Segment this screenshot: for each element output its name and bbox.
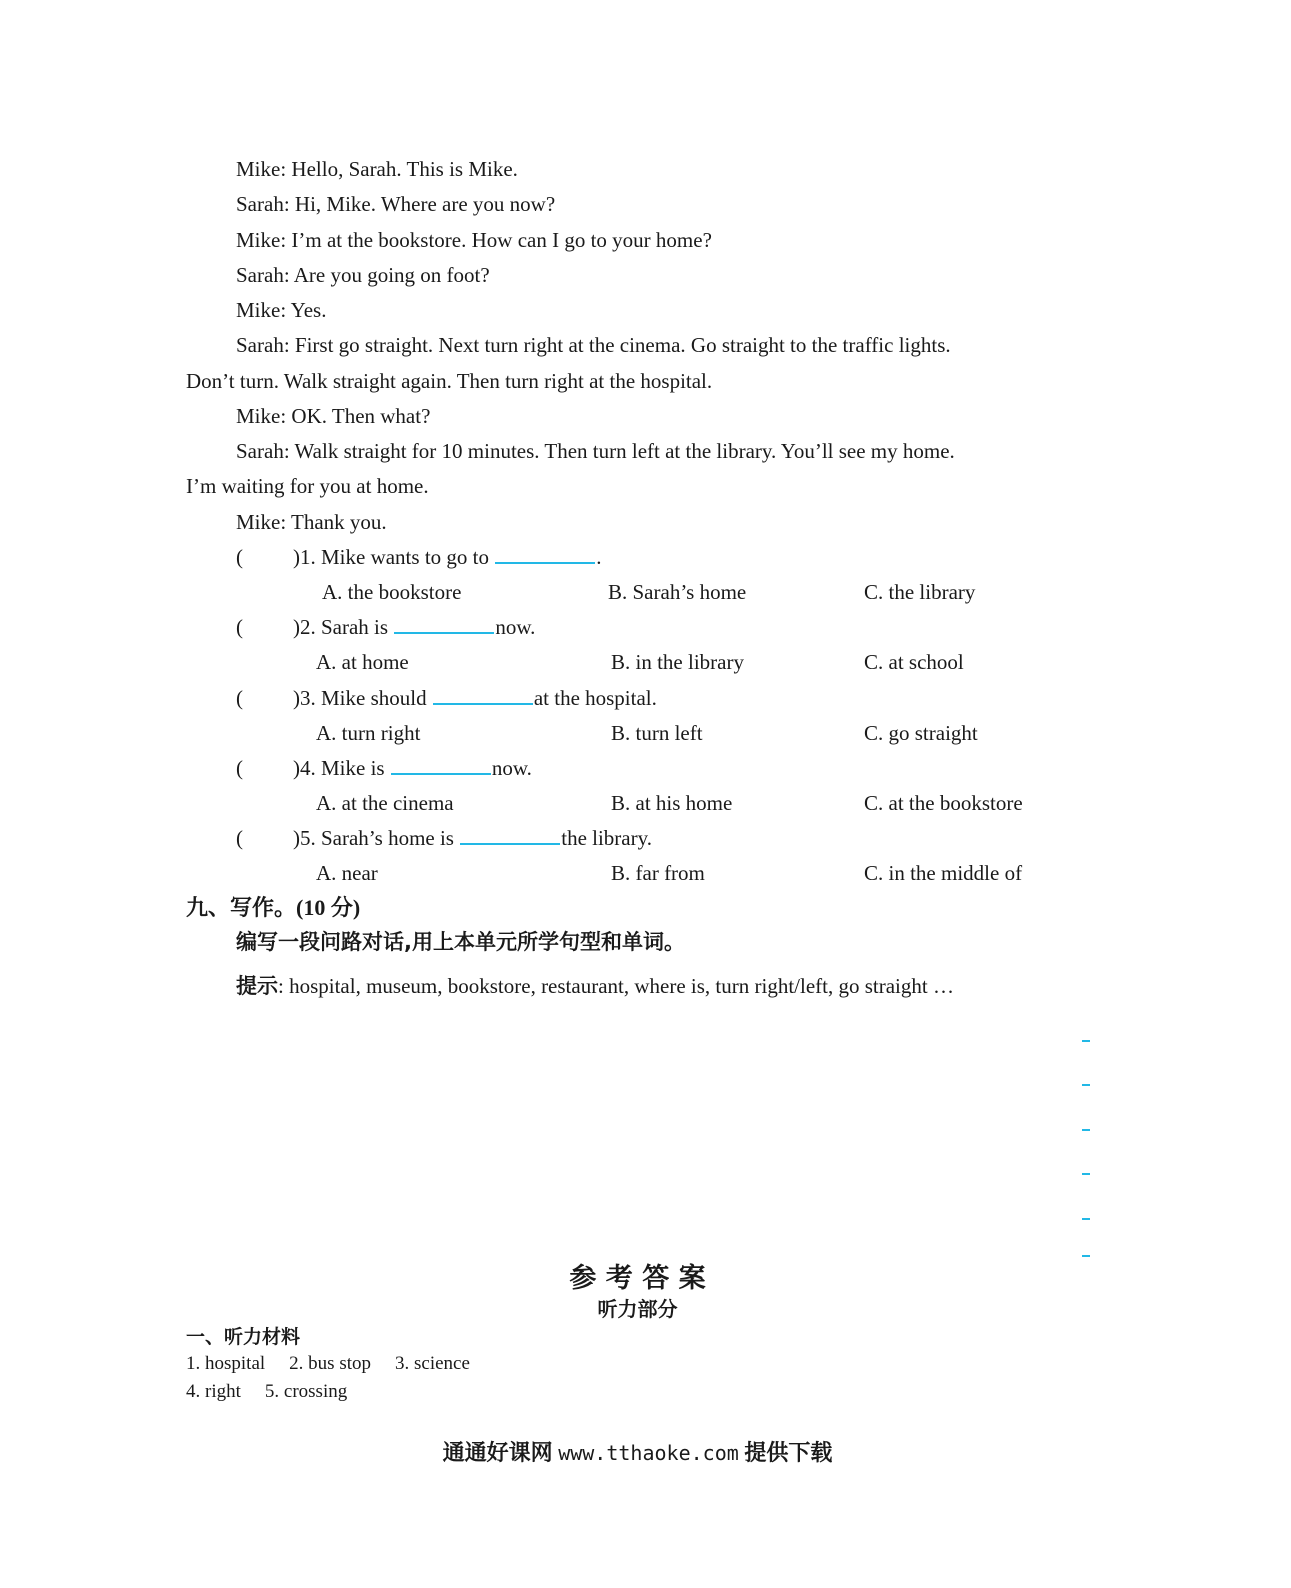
option-b: B. at his home	[611, 791, 733, 815]
option-a: A. at the cinema	[316, 791, 454, 815]
footer-site-name: 通通好课网	[442, 1441, 553, 1466]
answers-row-2	[186, 1380, 347, 1404]
dialogue-line: Sarah: Walk straight for 10 minutes. Then turn left at the library. You’ll see my home.	[236, 439, 955, 463]
question-2	[236, 614, 535, 640]
question-stem: )2. Sarah is	[293, 615, 389, 639]
dialogue-line: Sarah: Hi, Mike. Where are you now?	[236, 192, 556, 216]
option-b: B. far from	[611, 861, 705, 885]
question-3	[236, 685, 657, 711]
answer-blank[interactable]	[394, 614, 494, 634]
option-c: C. at the bookstore	[864, 791, 1023, 815]
question-stem: )1. Mike wants to go to	[293, 545, 489, 569]
question-stem: )3. Mike should	[293, 686, 427, 710]
question-5	[236, 825, 652, 851]
section-heading	[186, 894, 360, 923]
hint-text: : hospital, museum, bookstore, restaurant, where is, turn right/left, go straight …	[278, 974, 954, 998]
option-c: C. the library	[864, 580, 976, 604]
answer-paren: (	[236, 686, 243, 710]
writing-line-mark	[1082, 1255, 1090, 1257]
dialogue-line: Sarah: First go straight. Next turn right at the cinema. Go straight to the traffic lights.	[236, 333, 951, 357]
dialogue-line: Sarah: Are you going on foot?	[236, 263, 490, 287]
dialogue-line: Mike: OK. Then what?	[236, 404, 431, 428]
answers-title: 参 考 答 案	[569, 1263, 706, 1294]
answer-paren: (	[236, 826, 243, 850]
question-stem-end: now.	[491, 756, 532, 780]
writing-line-mark	[1082, 1129, 1090, 1131]
question-stem-end: the library.	[561, 826, 653, 850]
answer-blank[interactable]	[391, 755, 491, 775]
question-stem: )5. Sarah’s home is	[293, 826, 454, 850]
answer-item: 1. hospital	[186, 1353, 266, 1374]
answers-subtitle: 听力部分	[597, 1297, 678, 1321]
question-stem-end: .	[596, 545, 602, 569]
dialogue-line: I’m waiting for you at home.	[186, 474, 429, 498]
option-a: A. at home	[316, 650, 409, 674]
writing-line-mark	[1082, 1173, 1090, 1175]
answer-blank[interactable]	[433, 685, 533, 705]
answer-item: 5. crossing	[264, 1381, 348, 1402]
question-stem: )4. Mike is	[293, 756, 385, 780]
dialogue-line: Don’t turn. Walk straight again. Then turn right at the hospital.	[186, 369, 713, 393]
option-b: B. turn left	[611, 721, 703, 745]
section-heading-score: (10 分)	[296, 895, 361, 920]
dialogue-line: Mike: Hello, Sarah. This is Mike.	[236, 157, 518, 181]
option-c: C. at school	[864, 650, 964, 674]
question-stem-end: now.	[495, 615, 536, 639]
footer-url[interactable]: www.tthaoke.com	[558, 1441, 739, 1465]
question-1	[236, 544, 601, 570]
option-a: A. turn right	[316, 721, 421, 745]
writing-line-mark	[1082, 1040, 1090, 1042]
writing-hint	[236, 973, 954, 999]
option-b: B. Sarah’s home	[608, 580, 747, 604]
option-c: C. in the middle of	[864, 861, 1023, 885]
writing-instruction: 编写一段问路对话,用上本单元所学句型和单词。	[236, 930, 685, 954]
option-b: B. in the library	[611, 650, 744, 674]
dialogue-line: Mike: I’m at the bookstore. How can I go to your home?	[236, 228, 712, 252]
footer-download-text: 提供下载	[744, 1441, 833, 1466]
option-a: A. the bookstore	[322, 580, 462, 604]
answer-blank[interactable]	[460, 825, 560, 845]
section-heading-title: 九、写作。	[186, 896, 297, 921]
writing-line-mark	[1082, 1218, 1090, 1220]
answers-row-1	[186, 1352, 470, 1376]
answer-item: 4. right	[186, 1381, 241, 1402]
answer-paren: (	[236, 545, 243, 569]
answer-paren: (	[236, 615, 243, 639]
dialogue-line: Mike: Thank you.	[236, 510, 387, 534]
question-4	[236, 755, 532, 781]
question-stem-end: at the hospital.	[533, 686, 657, 710]
option-a: A. near	[316, 861, 378, 885]
answer-item: 3. science	[395, 1353, 470, 1374]
answer-item: 2. bus stop	[289, 1353, 371, 1374]
hint-label: 提示	[236, 974, 278, 998]
footer-credit	[0, 1436, 1275, 1467]
writing-line-mark	[1082, 1084, 1090, 1086]
answers-section-1: 一、听力材料	[186, 1326, 301, 1348]
option-c: C. go straight	[864, 721, 978, 745]
answer-blank[interactable]	[495, 544, 595, 564]
dialogue-line: Mike: Yes.	[236, 298, 327, 322]
answer-paren: (	[236, 756, 243, 780]
